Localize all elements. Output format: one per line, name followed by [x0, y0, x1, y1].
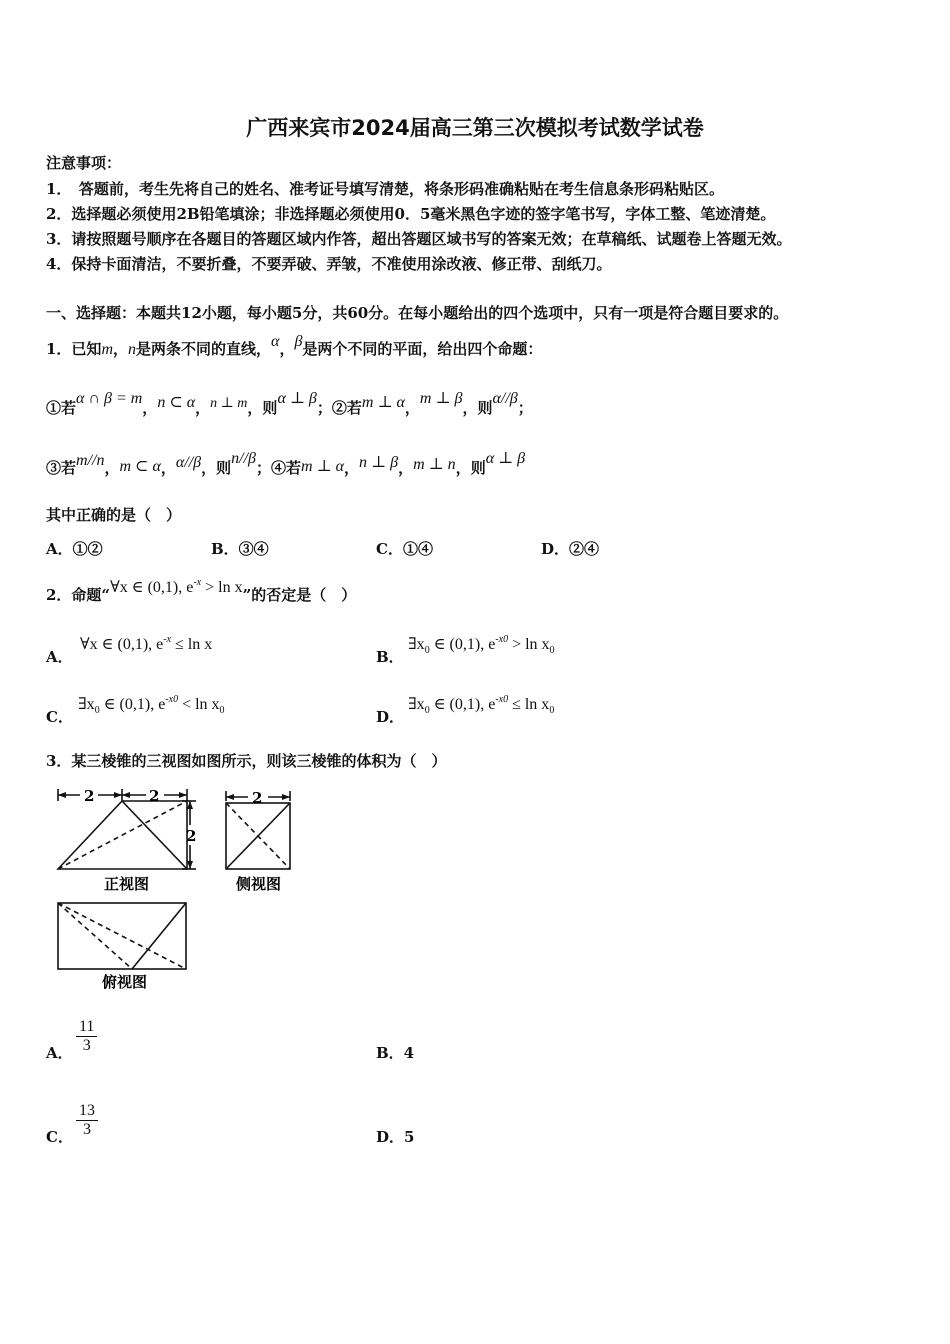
q1-var-m: m [101, 341, 113, 358]
front-vdim-label: 2 [186, 827, 197, 845]
front-dim-arrow-4 [179, 792, 187, 798]
section-heading: 一、选择题：本题共12小题，每小题5分，共60分。在每小题给出的四个选项中，只有一项是符合题目要求的。 [46, 304, 789, 322]
q1-p1-cond3: n ⊥ m [210, 396, 248, 411]
q2-stem-b: ”的否定是（ ） [242, 586, 357, 604]
q1-sep: ， [404, 399, 420, 417]
q1-p1-result: α ⊥ β [277, 390, 317, 407]
q2-b-text: ∃x [408, 636, 425, 653]
q1-ask: 其中正确的是（ ） [46, 506, 182, 524]
q2-proposition [110, 579, 243, 596]
note-item-3: 3．请按照题号顺序在各题目的答题区域内作答，超出答题区域书写的答案无效；在草稿纸、试题卷上答题无效。 [46, 230, 792, 248]
q2-option-a-label: A． [46, 648, 73, 666]
q1-alpha: α [271, 333, 280, 350]
q1-p2-result: α//β [492, 390, 518, 407]
q1-beta: β [294, 333, 303, 350]
q2-option-a-expr [80, 634, 212, 654]
q1-option-c: C．①④ [376, 540, 433, 558]
q3-option-c-fraction [76, 1102, 98, 1139]
q1-var-n: n [128, 341, 137, 358]
side-dim-label: 2 [252, 789, 263, 807]
q2-option-d-label: D． [376, 708, 405, 726]
q1-sep: ， [104, 459, 120, 477]
q2-option-b-label: B． [376, 648, 404, 666]
q1-stem [46, 333, 543, 359]
q1-stem-c: 是两个不同的平面，给出四个命题： [302, 340, 543, 358]
q2-b-sub: 0 [424, 645, 430, 656]
front-view-label: 正视图 [104, 875, 150, 893]
q1-p3-cond3: α//β [175, 454, 202, 471]
q1-prop-line-1 [46, 390, 533, 418]
q2-option-c-expr [78, 694, 225, 716]
side-dim-arrow-left [226, 794, 234, 800]
q2-d-tsub: 0 [549, 705, 555, 716]
front-dim-arrow-1 [58, 792, 66, 798]
q2-option-c-label: C． [46, 708, 73, 726]
q1-p2-cond1: m ⊥ α [361, 394, 405, 411]
q1-sep: ， [398, 459, 414, 477]
q1-prop-line-2 [46, 450, 526, 478]
q1-p3-cond2: m ⊂ α [119, 458, 161, 475]
q2-c-tsub: 0 [219, 705, 225, 716]
q1-stem-b: 是两条不同的直线， [136, 340, 272, 358]
q2-c-sub: 0 [94, 705, 100, 716]
q2-b-tsub: 0 [549, 645, 555, 656]
q1-p1-cond2: n ⊂ α [157, 394, 196, 411]
q2-option-d-expr [408, 694, 554, 716]
q3-a-denominator: 3 [82, 1037, 91, 1054]
front-vdim-arrow-bottom [187, 861, 193, 869]
q2-c-text: ∃x [78, 696, 95, 713]
q1-sep: ， [142, 399, 158, 417]
q2-d-tail: ≤ ln x [508, 696, 550, 713]
q2-d-text: ∃x [408, 696, 425, 713]
q2-stem-a: 2．命题“ [46, 586, 111, 604]
note-item-2: 2．选择题必须使用2B铅笔填涂；非选择题必须使用0．5毫米黑色字迹的签字笔书写，字体工整、笔迹清楚。 [46, 205, 776, 223]
q1-p3-cond1: m//n [76, 452, 105, 469]
q1-p4-cond1: m ⊥ α [301, 458, 345, 475]
q1-sep: ， [195, 399, 211, 417]
q1-p2-cond2: m ⊥ β [419, 390, 463, 407]
q2-b-exp: -x0 [495, 634, 509, 645]
q2-prop-tail: > ln x [201, 579, 243, 596]
q2-a-tail: ≤ ln x [171, 636, 213, 653]
q2-d-sub: 0 [424, 705, 430, 716]
q2-prop-exp: -x [193, 577, 202, 588]
q2-option-b-expr [408, 634, 555, 656]
q2-c-exp: -x0 [165, 694, 179, 705]
q2-c-tail: < ln x [178, 696, 220, 713]
q3-option-d: D．5 [376, 1128, 415, 1146]
q2-b-mid: ∈ (0,1), e [429, 636, 496, 653]
q1-p4-result: α ⊥ β [485, 450, 526, 467]
q2-b-tail: > ln x [508, 636, 550, 653]
q3-c-numerator: 13 [76, 1102, 98, 1121]
q2-a-text: ∀x ∈ (0,1), e [80, 636, 164, 653]
q3-option-a-label: A． [46, 1044, 73, 1062]
q3-option-b: B．4 [376, 1044, 415, 1062]
q1-stem-a: 1．已知 [46, 340, 102, 358]
q1-p3-label: ③若 [46, 459, 77, 477]
front-vdim-arrow-top [187, 801, 193, 809]
top-view-hidden-edge-2 [58, 903, 132, 969]
q1-p2-label: ②若 [331, 399, 362, 417]
q3-c-denominator: 3 [83, 1121, 91, 1138]
front-dim-arrow-2 [114, 792, 122, 798]
q1-option-d: D．②④ [541, 540, 600, 558]
q1-then: ，则 [247, 399, 278, 417]
q2-d-mid: ∈ (0,1), e [429, 696, 496, 713]
front-dim-arrow-3 [122, 792, 130, 798]
note-item-1: 1． 答题前，考生先将自己的姓名、准考证号填写清楚，将条形码准确粘贴在考生信息条形码粘贴区。 [46, 180, 724, 198]
note-item-4: 4．保持卡面清洁，不要折叠，不要弄破、弄皱，不准使用涂改液、修正带、刮纸刀。 [46, 255, 612, 273]
q1-semi: ； [316, 399, 332, 417]
side-view-label: 侧视图 [236, 875, 282, 893]
side-dim-arrow-right [282, 794, 290, 800]
three-view-diagram [40, 785, 300, 995]
q1-semi: ； [256, 459, 272, 477]
q1-comma: ， [113, 340, 129, 358]
q1-then: ，则 [462, 399, 493, 417]
front-view-hidden-edge [58, 801, 187, 869]
q1-p4-cond2: n ⊥ β [359, 454, 399, 471]
q2-a-exp: -x [163, 634, 172, 645]
front-view-diagonal [122, 801, 187, 869]
front-dim-label-2: 2 [149, 787, 160, 805]
q1-option-a: A．①② [46, 540, 103, 558]
top-view-label: 俯视图 [102, 973, 148, 991]
q1-comma-2: ， [279, 340, 295, 358]
top-view-edge [132, 903, 186, 969]
q2-c-mid: ∈ (0,1), e [99, 696, 166, 713]
page-title: 广西来宾市2024届高三第三次模拟考试数学试卷 [246, 116, 704, 140]
q3-stem: 3．某三棱锥的三视图如图所示，则该三棱锥的体积为（ ） [46, 752, 447, 770]
q3-a-numerator: 11 [76, 1018, 97, 1037]
notes-heading: 注意事项： [46, 154, 122, 172]
q1-p3-result: n//β [231, 450, 256, 467]
front-dim-label-1: 2 [84, 787, 95, 805]
q1-p1-label: ①若 [46, 399, 77, 417]
q1-p1-cond1: α ∩ β = m [76, 390, 143, 407]
q2-prop-text: ∀x ∈ (0,1), e [110, 579, 194, 596]
q2-stem [46, 577, 357, 605]
q1-then: ，则 [455, 459, 486, 477]
q1-semi: ； [517, 399, 533, 417]
q1-sep: ， [344, 459, 360, 477]
q1-option-b: B．③④ [211, 540, 269, 558]
q1-p4-label: ④若 [271, 459, 302, 477]
q1-then: ，则 [201, 459, 232, 477]
q2-d-exp: -x0 [495, 694, 509, 705]
q1-p4-cond3: m ⊥ n [413, 456, 456, 473]
q1-sep: ， [160, 459, 176, 477]
q3-option-c-label: C． [46, 1128, 73, 1146]
q3-option-a-fraction [76, 1018, 97, 1055]
